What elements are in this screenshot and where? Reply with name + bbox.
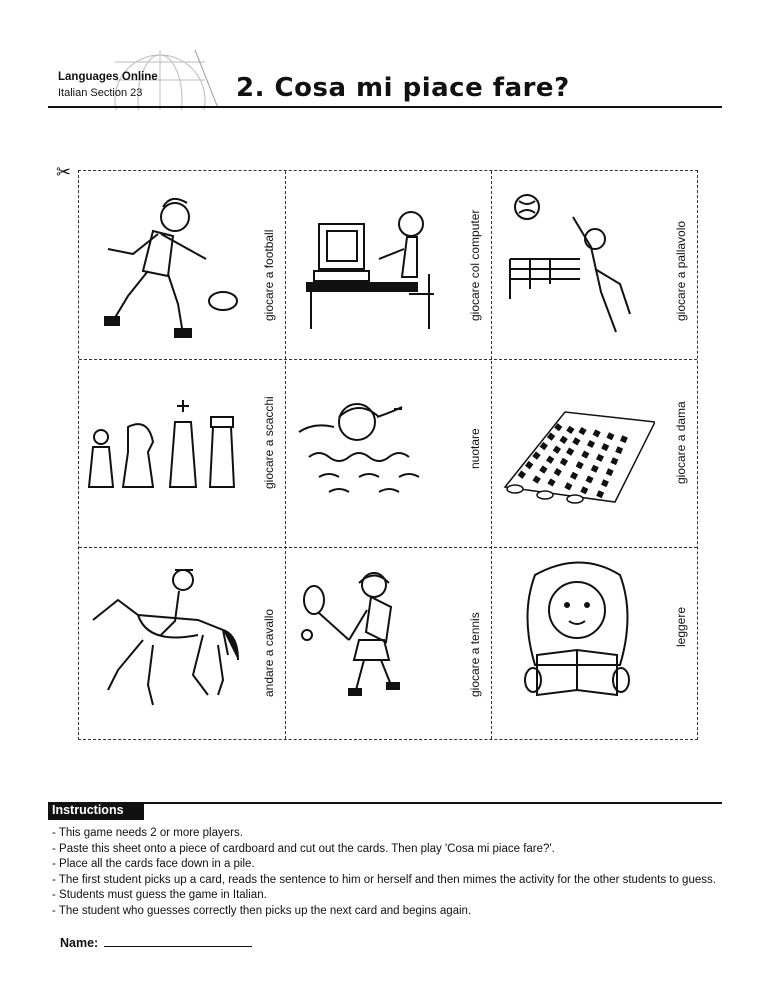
card-chess[interactable]	[79, 359, 285, 547]
card-label-football: giocare a football	[262, 229, 276, 321]
instructions-list	[52, 826, 722, 919]
instruction-item: - Students must guess the game in Italian.	[52, 889, 267, 901]
card-label-horse-riding: andare a cavallo	[262, 608, 276, 697]
card-label-volleyball: giocare a pallavolo	[674, 220, 688, 321]
instructions-heading: Instructions	[48, 802, 144, 820]
girl-computer-icon	[289, 179, 449, 354]
volleyball-player-icon	[495, 179, 655, 354]
name-label: Name:	[60, 936, 99, 950]
name-field[interactable]	[60, 936, 252, 950]
card-checkers[interactable]	[491, 359, 699, 547]
card-tennis[interactable]	[285, 547, 491, 741]
horse-rider-icon	[83, 555, 243, 735]
checkerboard-icon	[495, 367, 655, 542]
card-grid	[78, 170, 698, 740]
header-divider	[48, 106, 722, 108]
brand-subtitle: Italian Section 23	[58, 87, 143, 99]
name-blank-line[interactable]	[104, 936, 252, 947]
page-title: 2. Cosa mi piace fare?	[236, 73, 570, 103]
card-label-computer: giocare col computer	[468, 209, 482, 321]
brand-title: Languages Online	[58, 71, 158, 83]
football-player-icon	[83, 179, 243, 354]
card-volleyball[interactable]	[491, 171, 699, 359]
instruction-item: - Place all the cards face down in a pile.	[52, 858, 255, 870]
instruction-item: - Paste this sheet onto a piece of cardboard and cut out the cards. Then play 'Cosa mi piace fare?'.	[52, 842, 555, 855]
instruction-item: - This game needs 2 or more players.	[52, 827, 243, 839]
card-swimming[interactable]	[285, 359, 491, 547]
scissors-icon: ✂	[56, 162, 72, 182]
swimmer-icon	[289, 367, 449, 542]
card-label-reading: leggere	[674, 606, 688, 647]
card-reading[interactable]	[491, 547, 699, 741]
card-label-swimming: nuotare	[468, 428, 482, 469]
card-computer[interactable]	[285, 171, 491, 359]
card-label-checkers: giocare a dama	[674, 401, 688, 484]
instructions-divider	[48, 802, 722, 804]
tennis-player-icon	[289, 555, 449, 735]
card-label-tennis: giocare a tennis	[468, 612, 482, 697]
girl-reading-icon	[495, 555, 655, 735]
card-football[interactable]	[79, 171, 285, 359]
card-label-chess: giocare a scacchi	[262, 396, 276, 489]
instruction-item: - The first student picks up a card, reads the sentence to him or herself and then mimes the activity for the other students to guess.	[52, 873, 716, 886]
chess-pieces-icon	[83, 367, 243, 542]
card-horse-riding[interactable]	[79, 547, 285, 741]
instruction-item: - The student who guesses correctly then picks up the next card and begins again.	[52, 904, 472, 917]
